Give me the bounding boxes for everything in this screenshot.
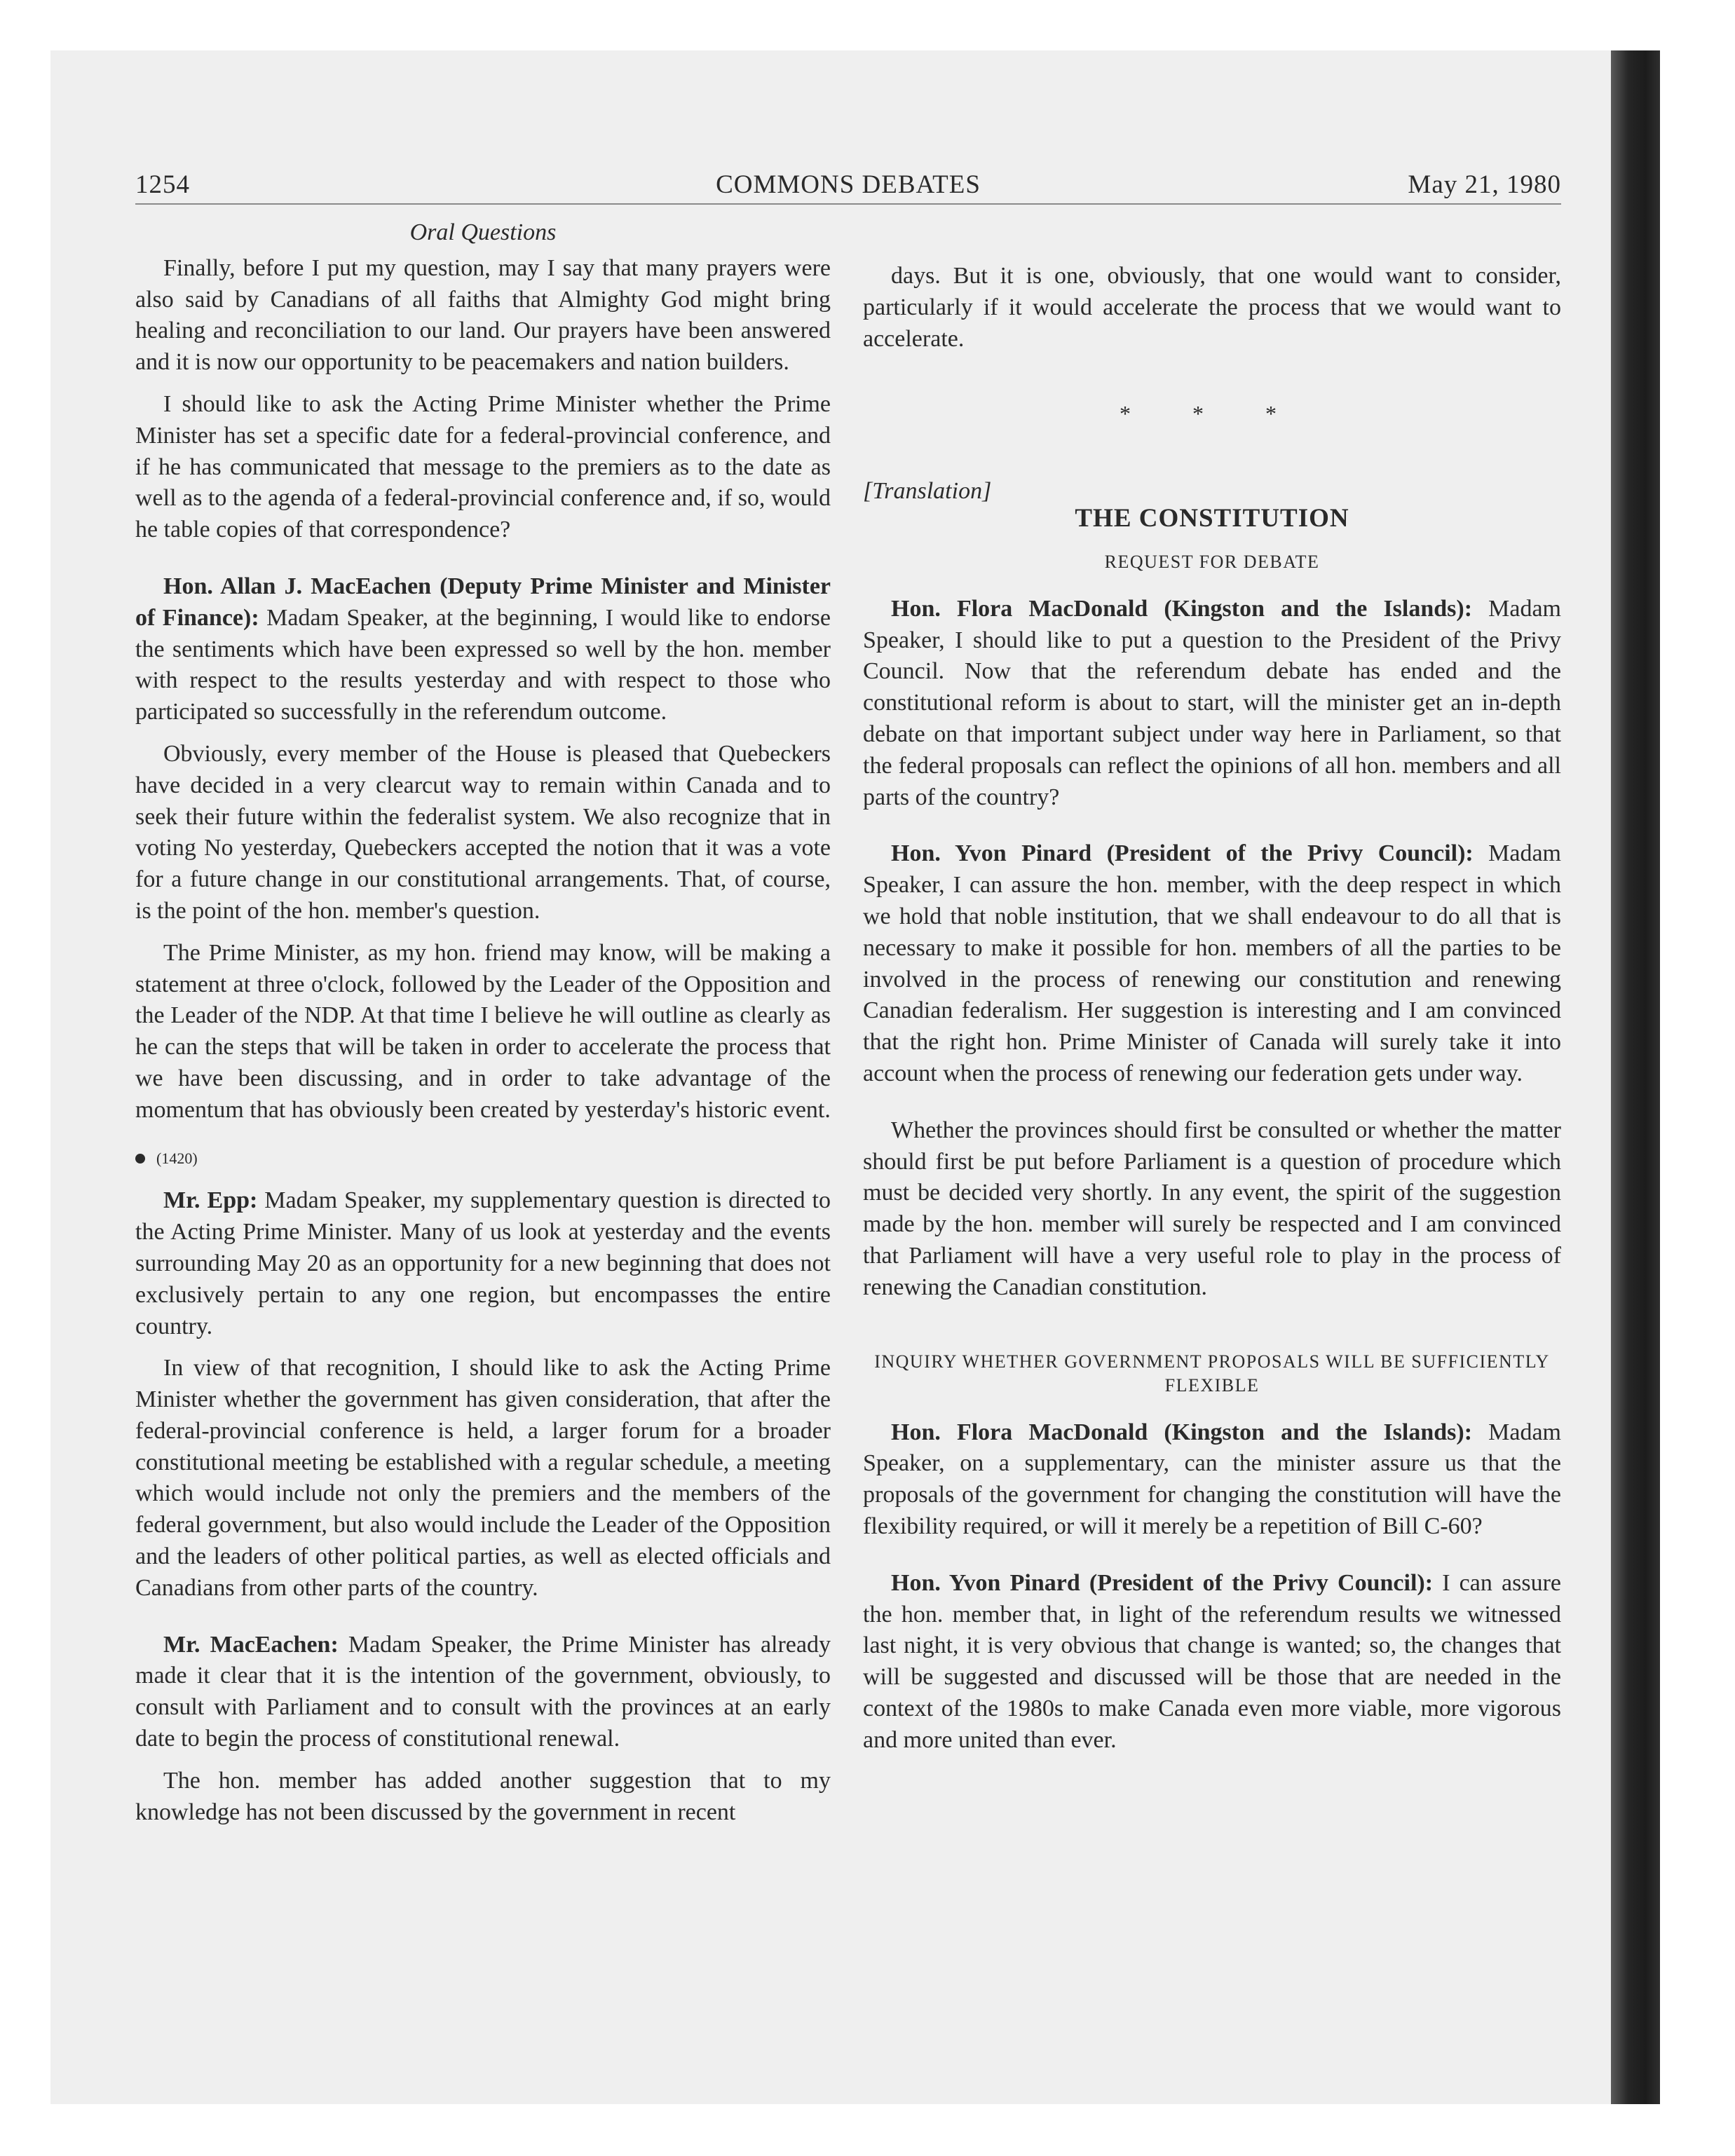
paragraph: The hon. member has added another suggestion that to my knowledge has not been discussed by the government in recent: [135, 1767, 831, 1825]
time-marker-text: (1420): [156, 1149, 198, 1167]
page-number: 1254: [135, 170, 190, 199]
speech: [135, 1185, 831, 1342]
speaker-name: Hon. Allan J. MacEachen (Deputy Prime Minister and Minister of Finance):: [135, 573, 831, 631]
subheading: REQUEST FOR DEBATE: [1104, 551, 1320, 572]
binding-edge: [1611, 50, 1660, 2104]
paragraph: Obviously, every member of the House is pleased that Quebeckers have decided in a very clearcut way to remain within Canada and to seek their future within the federalist system. We also recognize that in voting No yesterday, Quebeckers accepted the notion that it was a vote for a future change in our constitutional arrangements. That, of course, is the point of the hon. member's question.: [135, 740, 831, 924]
speech-text: Madam Speaker, on a supplementary, can the minister assure us that the proposals of the government for changing the constitution will have the flexibility required, or will it merely be a repetition of Bill C-60?: [863, 1419, 1561, 1539]
speaker-name: Hon. Flora MacDonald (Kingston and the Islands):: [891, 1419, 1473, 1445]
subheading: INQUIRY WHETHER GOVERNMENT PROPOSALS WILL BE SUFFICIENTLY FLEXIBLE: [874, 1351, 1550, 1396]
speech-text: Madam Speaker, I can assure the hon. member, with the deep respect in which we hold that noble institution, that we shall endeavour to do all that is necessary to make it possible for hon. members of all the parties to be involved in the process of renewing our constitution and renewing Canadian federalism. Her suggestion is interesting and I am convinced that the right hon. Prime Minister of Canada will surely take it into account when the process of renewing our federation gets under way.: [863, 840, 1561, 1086]
speech: [863, 1417, 1561, 1543]
speech-text: Madam Speaker, the Prime Minister has already made it clear that it is the intention of the government, obviously, to consult with Parliament and to consult with the provinces at an early date to begin the process of constitutional renewal.: [135, 1631, 831, 1752]
translation-label: [Translation]: [863, 478, 992, 505]
right-column: [863, 261, 1561, 1766]
speaker-name: Hon. Yvon Pinard (President of the Privy Council):: [891, 840, 1474, 867]
speaker-name: Mr. Epp:: [163, 1187, 258, 1214]
speech-text: Madam Speaker, I should like to put a question to the President of the Privy Council. Now that the referendum debate has ended and the constitutional reform is about to start, will the minister get an in-depth debate on that important subject under way here in Parliament, so that the federal proposals can reflect the opinions of all hon. members and all parts of the country?: [863, 595, 1561, 810]
bullet-icon: [135, 1154, 145, 1164]
paragraph: Whether the provinces should first be consulted or whether the matter should first be put before Parliament is a question of procedure which must be decided very shortly. In any event, the spirit of the suggestion made by the hon. member will surely be respected and I am convinced that Parliament will have a very useful role to play in the process of renewing the Canadian constitution.: [863, 1117, 1561, 1300]
speech-text: Madam Speaker, at the beginning, I would like to endorse the sentiments which have been expressed so well by the hon. member with respect to the results yesterday and with respect to those who participated so successfully in the referendum outcome.: [135, 604, 831, 725]
section-title: THE CONSTITUTION: [1075, 503, 1349, 533]
paragraph: I should like to ask the Acting Prime Minister whether the Prime Minister has set a specific date for a federal-provincial conference, and if he has communicated that message to the premiers as to the date as well as to the agenda of a federal-provincial conference and, if so, would he table copies of that correspondence?: [135, 390, 831, 543]
speech: [863, 1568, 1561, 1756]
speaker-name: Hon. Yvon Pinard (President of the Privy Council):: [891, 1569, 1434, 1596]
speaker-name: Hon. Flora MacDonald (Kingston and the Islands):: [891, 595, 1473, 622]
speech: [135, 1630, 831, 1755]
paragraph: The Prime Minister, as my hon. friend may know, will be making a statement at three o'clock, followed by the Leader of the Opposition and the Leader of the NDP. At that time I believe he will outline as clearly as he can the steps that will be taken in order to accelerate the process that we have been discussing, and in order to take advantage of the momentum that has obviously been created by yesterday's historic event.: [135, 939, 831, 1123]
time-marker: [135, 1143, 831, 1175]
left-column: [135, 217, 831, 1838]
speech: [135, 571, 831, 728]
speech: [863, 594, 1561, 814]
page-header: [135, 167, 1561, 205]
speech-text: I can assure the hon. member that, in light of the referendum results we witnessed last night, it is very obvious that change is wanted; so, the changes that will be suggested and discussed will be those that are needed in the context of the 1980s to make Canada even more viable, more vigorous and more united than ever.: [863, 1569, 1561, 1753]
speaker-name: Mr. MacEachen:: [163, 1631, 339, 1658]
speech: [863, 838, 1561, 1089]
issue-date: May 21, 1980: [1408, 170, 1561, 199]
speech-text: Madam Speaker, my supplementary question is directed to the Acting Prime Minister. Many of us look at yesterday and the events surrounding May 20 as an opportunity for a new beginning that does not exclusively pertain to any one region, but encompasses the entire country.: [135, 1187, 831, 1339]
section-separator: * * *: [1120, 401, 1305, 427]
paragraph: Finally, before I put my question, may I say that many prayers were also said by Canadians of all faiths that Almighty God might bring healing and reconciliation to our land. Our prayers have been answered and it is now our opportunity to be peacemakers and nation builders.: [135, 254, 831, 376]
paragraph: days. But it is one, obviously, that one would want to consider, particularly if it would accelerate the process that we would want to accelerate.: [863, 263, 1561, 352]
paragraph: In view of that recognition, I should like to ask the Acting Prime Minister whether the government has given consideration, that after the federal-provincial conference is held, a larger forum for a broader constitutional meeting be established with a regular schedule, a meeting which would include not only the premiers and the members of the federal government, but also would include the Leader of the Opposition and the leaders of other political parties, as well as elected officials and Canadians from other parts of the country.: [135, 1355, 831, 1601]
running-head: Oral Questions: [409, 219, 557, 245]
publication-title: COMMONS DEBATES: [716, 170, 981, 199]
